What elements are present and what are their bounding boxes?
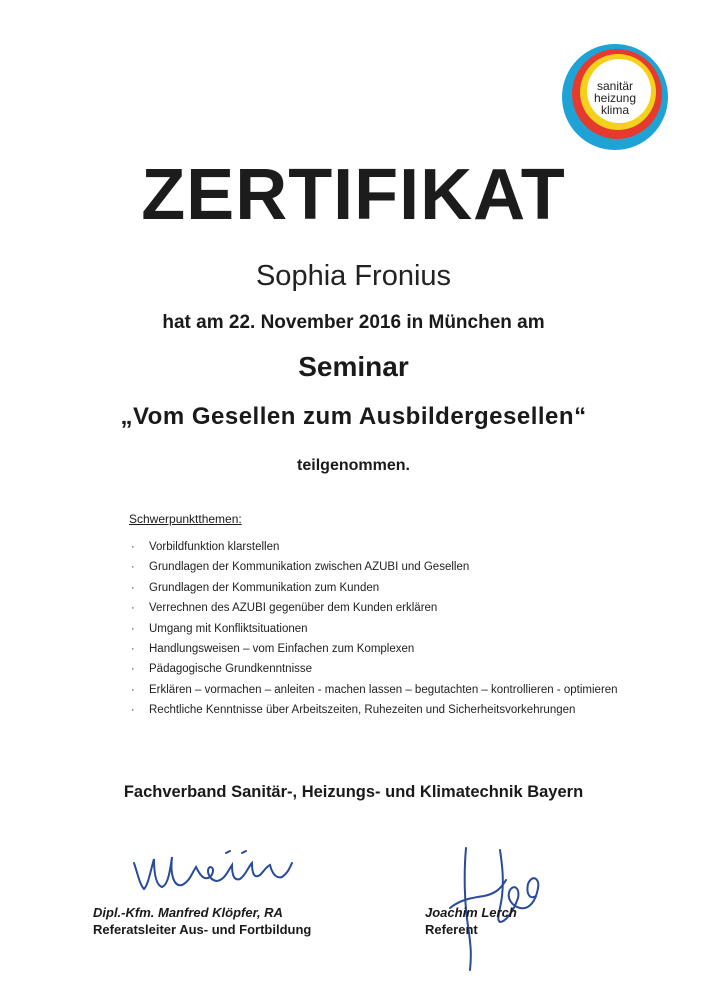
topic-item: · Handlungsweisen – vom Einfachen zum Komplexen	[131, 642, 415, 655]
bullet: ·	[131, 561, 135, 574]
bullet: ·	[131, 642, 135, 655]
logo-line-sanitaer: sanitär	[596, 79, 634, 93]
topic-item: · Erklären – vormachen – anleiten - machen lassen – begutachten – kontrollieren - optimieren	[131, 683, 618, 696]
recipient-name: Sophia Fronius	[255, 260, 452, 292]
seminar-label: Seminar	[298, 351, 409, 382]
signer-name: Joachim Lerch	[425, 905, 517, 920]
topic-item: · Pädagogische Grundkenntnisse	[131, 663, 313, 676]
signer-name: Dipl.-Kfm. Manfred Klöpfer, RA	[93, 905, 283, 920]
bullet: ·	[131, 622, 135, 635]
bullet: ·	[131, 541, 135, 553]
signature-kloepfer	[130, 845, 295, 900]
seminar-title: „Vom Gesellen zum Ausbildergesellen“	[120, 403, 587, 430]
signer-kloepfer	[93, 904, 311, 938]
topics-heading: Schwerpunktthemen:	[129, 512, 242, 526]
shk-logo	[560, 42, 670, 152]
topic-item: · Grundlagen der Kommunikation zwischen AZUBI und Gesellen	[131, 561, 470, 574]
topic-item: · Verrechnen des AZUBI gegenüber dem Kunden erklären	[131, 602, 438, 615]
bullet: ·	[131, 704, 135, 717]
topic-item: · Umgang mit Konfliktsituationen	[131, 622, 308, 635]
bullet: ·	[131, 602, 135, 615]
participated-text: teilgenommen.	[297, 457, 410, 474]
certificate-title: ZERTIFIKAT	[141, 155, 566, 235]
signer-role: Referatsleiter Aus- und Fortbildung	[93, 922, 312, 937]
logo-text	[560, 80, 670, 116]
bullet: ·	[131, 683, 135, 696]
logo-line-heizung: heizung	[593, 91, 637, 105]
bullet: ·	[131, 663, 135, 676]
signer-lerch	[425, 904, 517, 938]
topic-item: · Grundlagen der Kommunikation zum Kunden	[131, 581, 380, 594]
topic-item: · Vorbildfunktion klarstellen	[131, 541, 280, 553]
bullet: ·	[131, 581, 135, 594]
topic-item: · Rechtliche Kenntnisse über Arbeitszeiten, Ruhezeiten und Sicherheitsvorkehrungen	[131, 704, 576, 717]
logo-line-klima: klima	[600, 103, 629, 117]
topics-list	[129, 540, 649, 724]
date-location-line: hat am 22. November 2016 in München am	[162, 312, 545, 333]
signer-role: Referent	[425, 922, 478, 937]
organization-name: Fachverband Sanitär-, Heizungs- und Klimatechnik Bayern	[123, 783, 584, 801]
